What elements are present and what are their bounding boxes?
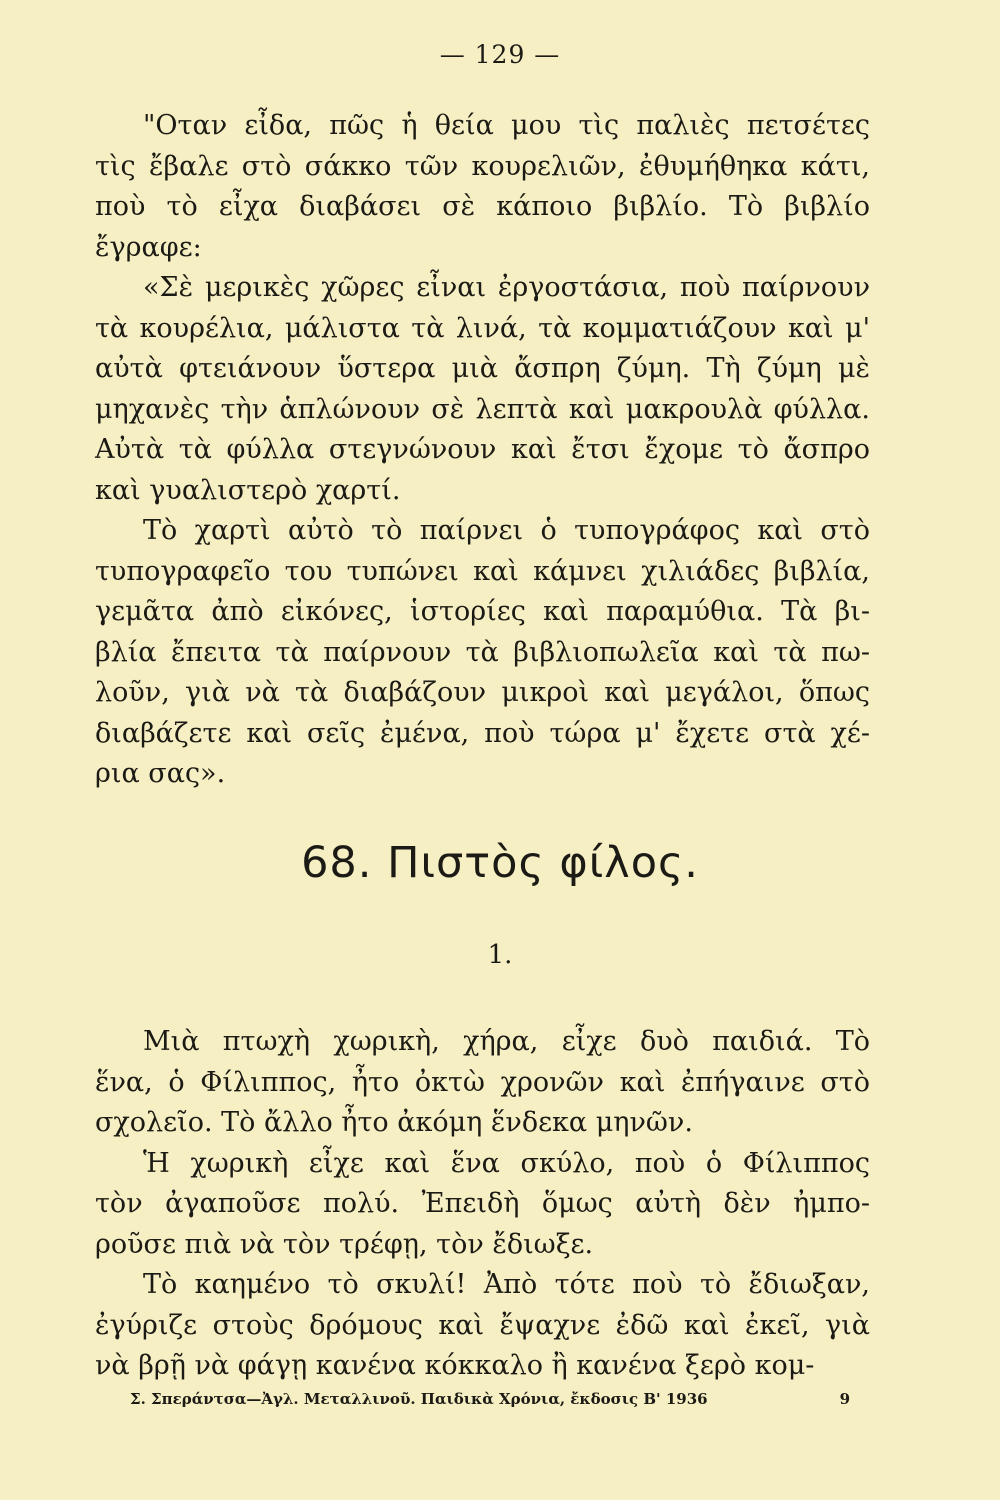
text-line: τὶς ἔβαλε στὸ σάκκο τῶν κουρελιῶν, ἐθυμήθηκα κάτι, bbox=[95, 150, 870, 182]
text-line: ποὺ τὸ εἶχα διαβάσει σὲ κάποιο βιβλίο. Τὸ βιβλίο bbox=[95, 191, 870, 222]
text-line: γεμᾶτα ἀπὸ εἰκόνες, ἱστορίες καὶ παραμύθια. Τὰ βι- bbox=[95, 596, 870, 627]
text-line: βλία ἔπειτα τὰ παίρνουν τὰ βιβλιοπωλεῖα καὶ τὰ πω- bbox=[95, 636, 870, 668]
text-line: "Οταν εἶδα, πῶς ἡ θεία μου τὶς παλιὲς πετσέτες bbox=[143, 110, 870, 141]
text-line: τὰ κουρέλια, μάλιστα τὰ λινά, τὰ κομματιάζουν καὶ μ' bbox=[95, 312, 870, 344]
text-line: καὶ γυαλιστερὸ χαρτί. bbox=[95, 474, 401, 506]
paragraph bbox=[95, 1265, 870, 1387]
chapter-title: 68. Πιστὸς φίλος. bbox=[301, 838, 699, 888]
paragraph bbox=[95, 1022, 870, 1144]
text-line: λοῦν, γιὰ νὰ τὰ διαβάζουν μικροὶ καὶ μεγάλοι, ὅπως bbox=[95, 677, 870, 708]
text-line: ἐγύριζε στοὺς δρόμους καὶ ἔψαχνε ἐδῶ καὶ ἐκεῖ, γιὰ bbox=[95, 1309, 870, 1341]
text-line: ρια σας». bbox=[95, 758, 226, 789]
text-line: διαβάζετε καὶ σεῖς ἐμένα, ποὺ τώρα μ' ἔχετε στὰ χέ- bbox=[95, 717, 870, 749]
text-block-bottom bbox=[95, 1022, 870, 1387]
text-line: Αὐτὰ τὰ φύλλα στεγνώνουν καὶ ἔτσι ἔχομε τὸ ἄσπρο bbox=[95, 434, 870, 465]
paragraph bbox=[95, 1144, 870, 1266]
text-line: αὐτὰ φτειάνουν ὕστερα μιὰ ἄσπρη ζύμη. Τὴ ζύμη μὲ bbox=[95, 353, 870, 384]
text-line: τυπογραφεῖο του τυπώνει καὶ κάμνει χιλιάδες βιβλία, bbox=[95, 555, 870, 587]
text-line: σχολεῖο. Τὸ ἄλλο ἦτο ἀκόμη ἕνδεκα μηνῶν. bbox=[95, 1107, 693, 1138]
text-line: μηχανὲς τὴν ἁπλώνουν σὲ λεπτὰ καὶ μακρουλὰ φύλλα. bbox=[95, 393, 870, 425]
text-block-top bbox=[95, 106, 870, 795]
text-line: Ἡ χωρικὴ εἶχε καὶ ἕνα σκύλο, ποὺ ὁ Φίλιππος bbox=[143, 1147, 870, 1179]
text-line: Τὸ χαρτὶ αὐτὸ τὸ παίρνει ὁ τυπογράφος καὶ στὸ bbox=[143, 515, 870, 546]
page-number: — 129 — bbox=[439, 40, 561, 69]
text-line: «Σὲ μερικὲς χῶρες εἶναι ἐργοστάσια, ποὺ παίρνουν bbox=[143, 272, 870, 303]
text-line: τὸν ἀγαποῦσε πολύ. Ἐπειδὴ ὅμως αὐτὴ δὲν ἠμπο- bbox=[95, 1188, 870, 1219]
paragraph bbox=[95, 268, 870, 511]
section-number: 1. bbox=[487, 940, 513, 970]
paragraph bbox=[95, 511, 870, 795]
text-line: ἔγραφε: bbox=[95, 231, 202, 263]
page-footer bbox=[130, 1390, 850, 1408]
text-line: ροῦσε πιὰ νὰ τὸν τρέφῃ, τὸν ἔδιωξε. bbox=[95, 1228, 594, 1260]
text-line: ἕνα, ὁ Φίλιππος, ἦτο ὀκτὼ χρονῶν καὶ ἐπήγαινε στὸ bbox=[95, 1066, 870, 1098]
text-line: Τὸ καημένο τὸ σκυλί! Ἀπὸ τότε ποὺ τὸ ἔδιωξαν, bbox=[143, 1269, 870, 1300]
paragraph bbox=[95, 106, 870, 268]
signature-mark: 9 bbox=[839, 1390, 850, 1408]
text-line: Μιὰ πτωχὴ χωρικὴ, χήρα, εἶχε δυὸ παιδιά. Τὸ bbox=[143, 1026, 870, 1057]
text-line: νὰ βρῇ νὰ φάγῃ κανένα κόκκαλο ἢ κανένα ξερὸ κομ- bbox=[95, 1350, 815, 1381]
footer-citation: Σ. Σπεράντσα—Ἀγλ. Μεταλλινοῦ. Παιδικὰ Χρόνια, ἔκδοσις Β' 1936 bbox=[130, 1390, 708, 1408]
